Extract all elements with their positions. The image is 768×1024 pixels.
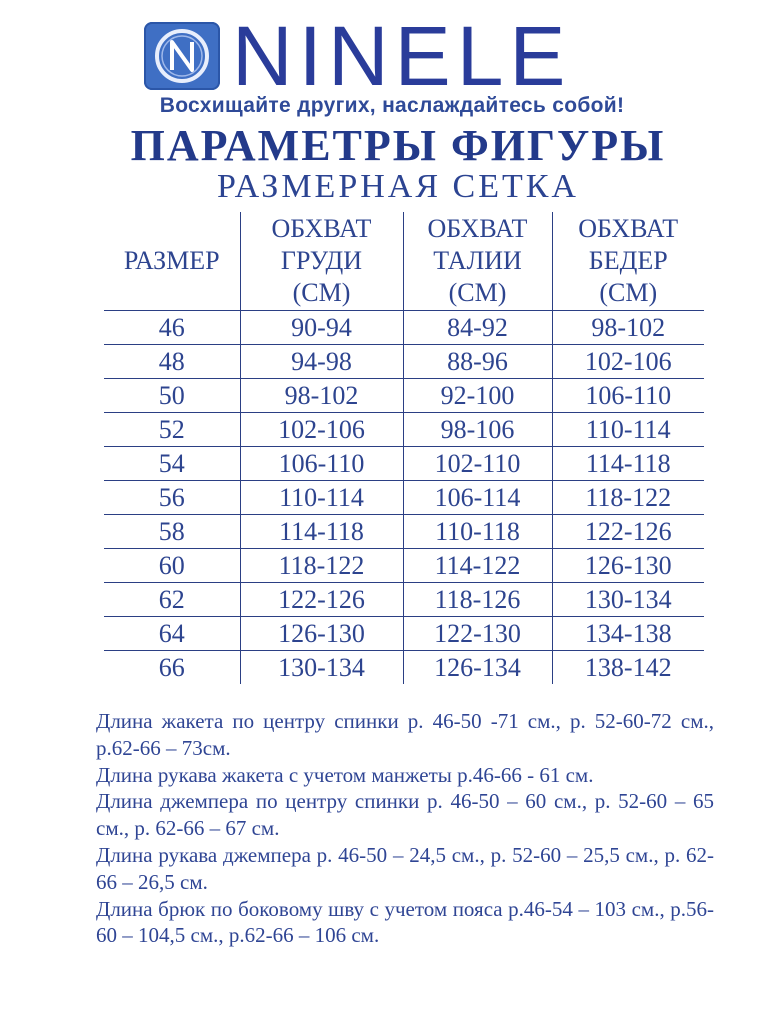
header-line: (СМ) [448, 278, 507, 307]
cell-waist: 126-134 [403, 651, 552, 685]
cell-hips: 110-114 [552, 413, 704, 447]
cell-chest: 130-134 [240, 651, 403, 685]
header-size [104, 212, 240, 311]
cell-chest: 126-130 [240, 617, 403, 651]
cell-waist: 102-110 [403, 447, 552, 481]
header-line: (СМ) [599, 278, 658, 307]
cell-chest: 110-114 [240, 481, 403, 515]
cell-waist: 98-106 [403, 413, 552, 447]
cell-size: 66 [104, 651, 240, 685]
header-hips [552, 212, 704, 311]
brand-slogan: Восхищайте других, наслаждайтесь собой! [159, 94, 625, 117]
header-line: ОБХВАТ [427, 214, 528, 243]
header-line: БЕДЕР [588, 246, 668, 275]
cell-waist: 114-122 [403, 549, 552, 583]
note-jumper-sleeve: Длина рукава джемпера р. 46-50 – 24,5 см., р. 52-60 – 25,5 см., р. 62-66 – 26,5 см. [96, 842, 714, 894]
size-chart-table [104, 212, 704, 684]
letter-n-badge-icon [144, 22, 220, 90]
header-waist [403, 212, 552, 311]
header-line: РАЗМЕР [123, 246, 220, 275]
measurement-notes [96, 708, 714, 949]
table-row [104, 345, 704, 379]
cell-chest: 122-126 [240, 583, 403, 617]
cell-hips: 126-130 [552, 549, 704, 583]
cell-size: 46 [104, 311, 240, 345]
cell-hips: 106-110 [552, 379, 704, 413]
table-row [104, 447, 704, 481]
page-subtitle: РАЗМЕРНАЯ СЕТКА [217, 168, 579, 205]
header-line: ОБХВАТ [271, 214, 372, 243]
table-row [104, 311, 704, 345]
table-row [104, 549, 704, 583]
cell-size: 62 [104, 583, 240, 617]
cell-size: 50 [104, 379, 240, 413]
header-line: ОБХВАТ [578, 214, 679, 243]
cell-size: 52 [104, 413, 240, 447]
header-chest [240, 212, 403, 311]
cell-chest: 98-102 [240, 379, 403, 413]
note-trousers-length: Длина брюк по боковому шву с учетом пояса р.46-54 – 103 см., р.56-60 – 104,5 см., р.62-66 – 106 см. [96, 896, 714, 948]
cell-chest: 90-94 [240, 311, 403, 345]
cell-waist: 84-92 [403, 311, 552, 345]
note-jacket-sleeve: Длина рукава жакета с учетом манжеты р.46-66 - 61 см. [96, 762, 594, 787]
cell-size: 56 [104, 481, 240, 515]
table-row [104, 413, 704, 447]
table-row [104, 379, 704, 413]
brand-logo [0, 9, 768, 124]
cell-hips: 138-142 [552, 651, 704, 685]
cell-size: 58 [104, 515, 240, 549]
cell-waist: 88-96 [403, 345, 552, 379]
cell-size: 48 [104, 345, 240, 379]
table-row [104, 651, 704, 685]
page-title: ПАРАМЕТРЫ ФИГУРЫ [130, 121, 666, 170]
cell-chest: 102-106 [240, 413, 403, 447]
brand-name: NINELE [232, 9, 572, 103]
header-line: ТАЛИИ [433, 246, 522, 275]
cell-hips: 130-134 [552, 583, 704, 617]
cell-hips: 122-126 [552, 515, 704, 549]
table-header-row [104, 212, 704, 311]
cell-chest: 114-118 [240, 515, 403, 549]
cell-size: 60 [104, 549, 240, 583]
cell-waist: 118-126 [403, 583, 552, 617]
cell-waist: 122-130 [403, 617, 552, 651]
table-row [104, 617, 704, 651]
cell-chest: 106-110 [240, 447, 403, 481]
cell-hips: 118-122 [552, 481, 704, 515]
cell-size: 64 [104, 617, 240, 651]
cell-waist: 92-100 [403, 379, 552, 413]
cell-hips: 102-106 [552, 345, 704, 379]
note-jumper-length: Длина джемпера по центру спинки р. 46-50 – 60 см., р. 52-60 – 65 см., р. 62-66 – 67 см. [96, 789, 714, 841]
header-line: (СМ) [292, 278, 351, 307]
cell-hips: 98-102 [552, 311, 704, 345]
cell-chest: 94-98 [240, 345, 403, 379]
cell-size: 54 [104, 447, 240, 481]
table-row [104, 481, 704, 515]
cell-chest: 118-122 [240, 549, 403, 583]
cell-waist: 110-118 [403, 515, 552, 549]
cell-waist: 106-114 [403, 481, 552, 515]
note-jacket-length: Длина жакета по центру спинки р. 46-50 -71 см., р. 52-60-72 см., р.62-66 – 73см. [96, 709, 714, 760]
cell-hips: 134-138 [552, 617, 704, 651]
table-row [104, 583, 704, 617]
table-row [104, 515, 704, 549]
cell-hips: 114-118 [552, 447, 704, 481]
header-line: ГРУДИ [280, 246, 363, 275]
